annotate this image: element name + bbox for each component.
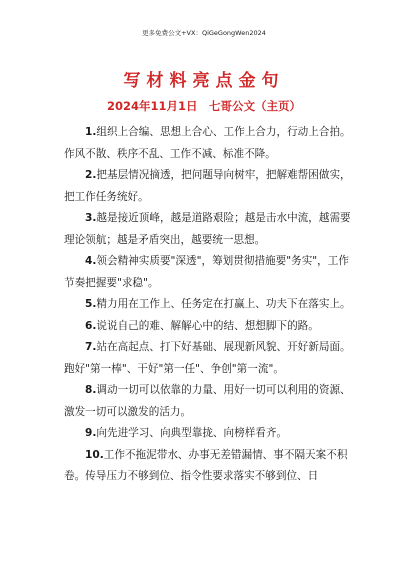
list-item bbox=[64, 251, 354, 294]
document-title: 写材料亮点金句 bbox=[123, 71, 285, 91]
item-number: 9. bbox=[85, 427, 97, 439]
item-text: 组织上合编、思想上合心、工作上合力，行动上合拍。作风不散、秩序不乱、工作不减、标准不降。 bbox=[64, 126, 351, 160]
item-number: 5. bbox=[85, 298, 97, 310]
list-item bbox=[64, 316, 354, 338]
list-item bbox=[64, 380, 354, 423]
list-item bbox=[64, 122, 354, 165]
item-text: 调动一切可以依靠的力量、用好一切可以利用的资源、激发一切可以激发的活力。 bbox=[64, 384, 351, 418]
item-number: 3. bbox=[85, 212, 97, 224]
item-text: 领会精神实质要"深透"，筹划贯彻措施要"务实"，工作节奏把握要"求稳"。 bbox=[64, 255, 349, 289]
item-text: 说说自己的难、解解心中的结、想想脚下的路。 bbox=[96, 319, 319, 332]
list-item bbox=[64, 445, 354, 488]
header-note: 更多免费公文+VX：QiGeGongWen2024 bbox=[142, 29, 266, 37]
item-number: 7. bbox=[85, 341, 97, 353]
item-number: 1. bbox=[85, 126, 97, 138]
item-number: 10. bbox=[85, 448, 104, 461]
list-item bbox=[64, 337, 354, 380]
item-text: 向先进学习、向典型靠拢、向榜样看齐。 bbox=[96, 427, 288, 439]
item-text: 工作不拖泥带水、办事无差错漏情、事不隔天案不积卷。传导压力不够到位、指令性要求落实不够到位、日 bbox=[64, 448, 348, 482]
item-text: 精力用在工作上、任务定在打赢上、功夫下在落实上。 bbox=[96, 298, 351, 310]
item-text: 越是接近顶峰，越是道路艰险；越是击水中流，越需要理论领航；越是矛盾突出，越要统一思想。 bbox=[64, 212, 351, 246]
list-item bbox=[64, 423, 354, 445]
item-number: 6. bbox=[85, 319, 97, 332]
document-subtitle: 2024年11月1日 七哥公文（主页） bbox=[106, 99, 301, 113]
item-number: 4. bbox=[85, 255, 97, 267]
list-item bbox=[64, 165, 354, 208]
item-number: 2. bbox=[85, 169, 97, 181]
item-text: 站在高起点、打下好基础、展现新风貌、开好新局面。跑好"第一棒"、干好"第一任"、争创"第一流"。 bbox=[64, 341, 351, 375]
list-item bbox=[64, 208, 354, 251]
list-item bbox=[64, 294, 354, 316]
item-number: 8. bbox=[85, 384, 97, 396]
item-text: 把基层情况摘透，把问题导向树牢，把解难帮困做实，把工作任务统好。 bbox=[64, 169, 351, 203]
item-list bbox=[64, 122, 354, 488]
